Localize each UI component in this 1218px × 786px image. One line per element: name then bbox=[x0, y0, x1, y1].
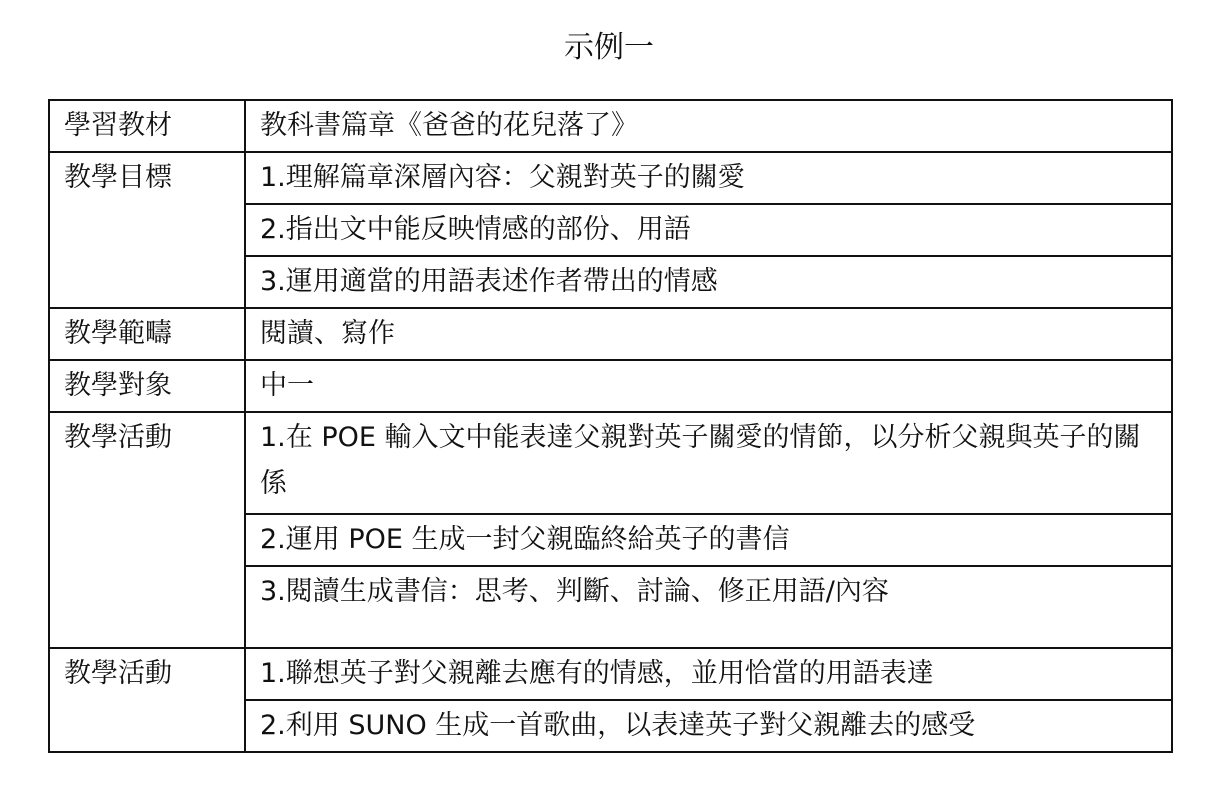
table-row-activities bbox=[49, 412, 1172, 514]
table-row-activities bbox=[49, 648, 1172, 700]
activity-item: 3.閱讀生成書信：思考、判斷、討論、修正用語/內容 bbox=[245, 566, 1172, 648]
table-row-material bbox=[49, 100, 1172, 152]
activities-label: 教學活動 bbox=[49, 648, 245, 752]
objective-item: 3.運用適當的用語表述作者帶出的情感 bbox=[245, 256, 1172, 308]
activity-item: 1.聯想英子對父親離去應有的情感，並用恰當的用語表達 bbox=[245, 648, 1172, 700]
audience-label: 教學對象 bbox=[49, 360, 245, 412]
domain-label: 教學範疇 bbox=[49, 308, 245, 360]
objectives-label: 教學目標 bbox=[49, 152, 245, 308]
table-row-audience bbox=[49, 360, 1172, 412]
activity-item: 2.運用 POE 生成一封父親臨終給英子的書信 bbox=[245, 514, 1172, 566]
lesson-plan-table bbox=[48, 99, 1173, 753]
objective-item: 2.指出文中能反映情感的部份、用語 bbox=[245, 204, 1172, 256]
activity-item: 2.利用 SUNO 生成一首歌曲，以表達英子對父親離去的感受 bbox=[245, 700, 1172, 752]
page-title: 示例一 bbox=[564, 30, 654, 65]
table-row-objectives bbox=[49, 152, 1172, 204]
material-label: 學習教材 bbox=[49, 100, 245, 152]
objective-item: 1.理解篇章深層內容：父親對英子的關愛 bbox=[245, 152, 1172, 204]
table-row-domain bbox=[49, 308, 1172, 360]
activity-item: 1.在 POE 輸入文中能表達父親對英子關愛的情節，以分析父親與英子的關係 bbox=[245, 412, 1172, 514]
activities-label: 教學活動 bbox=[49, 412, 245, 648]
audience-value: 中一 bbox=[245, 360, 1172, 412]
material-value: 教科書篇章《爸爸的花兒落了》 bbox=[245, 100, 1172, 152]
domain-value: 閱讀、寫作 bbox=[245, 308, 1172, 360]
